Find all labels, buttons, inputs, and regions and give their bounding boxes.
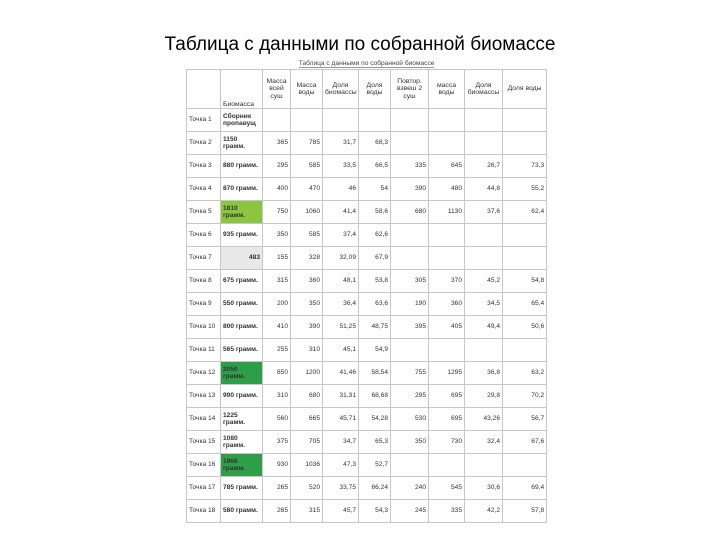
value-cell: 545 — [429, 477, 465, 500]
value-cell: 67,6 — [503, 431, 547, 454]
value-cell — [503, 132, 547, 155]
value-cell — [503, 247, 547, 270]
value-cell: 245 — [391, 500, 429, 523]
value-cell: 47,3 — [323, 454, 359, 477]
value-cell: 53,8 — [359, 270, 391, 293]
value-cell: 45,1 — [323, 339, 359, 362]
value-cell: 395 — [391, 316, 429, 339]
value-cell: 665 — [291, 408, 323, 431]
point-cell: Точка 15 — [187, 431, 221, 454]
point-cell: Точка 13 — [187, 385, 221, 408]
biomass-cell: 675 грамм. — [221, 270, 263, 293]
value-cell: 390 — [391, 178, 429, 201]
point-cell: Точка 1 — [187, 109, 221, 132]
point-cell: Точка 4 — [187, 178, 221, 201]
column-header — [187, 70, 221, 109]
value-cell: 29,8 — [465, 385, 503, 408]
value-cell: 32,4 — [465, 431, 503, 454]
value-cell: 405 — [429, 316, 465, 339]
value-cell: 370 — [429, 270, 465, 293]
value-cell: 1295 — [429, 362, 465, 385]
value-cell: 755 — [391, 362, 429, 385]
table-row — [187, 316, 547, 339]
value-cell: 69,4 — [503, 477, 547, 500]
value-cell: 58,54 — [359, 362, 391, 385]
table-row — [187, 224, 547, 247]
value-cell: 520 — [291, 477, 323, 500]
value-cell: 37,6 — [465, 201, 503, 224]
value-cell — [323, 109, 359, 132]
value-cell: 350 — [391, 431, 429, 454]
value-cell: 560 — [263, 408, 291, 431]
value-cell: 41,4 — [323, 201, 359, 224]
value-cell: 200 — [263, 293, 291, 316]
value-cell: 305 — [391, 270, 429, 293]
value-cell: 155 — [263, 247, 291, 270]
biomass-cell: 2050 грамм. — [221, 362, 263, 385]
column-header: масса воды — [429, 70, 465, 109]
value-cell: 63,6 — [359, 293, 391, 316]
value-cell — [263, 109, 291, 132]
value-cell — [429, 454, 465, 477]
table-row — [187, 109, 547, 132]
value-cell: 1200 — [291, 362, 323, 385]
value-cell: 785 — [291, 132, 323, 155]
value-cell: 36,8 — [465, 362, 503, 385]
table-row — [187, 178, 547, 201]
value-cell: 37,4 — [323, 224, 359, 247]
value-cell: 295 — [391, 385, 429, 408]
value-cell: 705 — [291, 431, 323, 454]
value-cell: 680 — [291, 385, 323, 408]
value-cell: 54,28 — [359, 408, 391, 431]
value-cell — [465, 339, 503, 362]
value-cell: 63,2 — [503, 362, 547, 385]
point-cell: Точка 11 — [187, 339, 221, 362]
point-cell: Точка 10 — [187, 316, 221, 339]
value-cell: 31,31 — [323, 385, 359, 408]
value-cell: 50,6 — [503, 316, 547, 339]
biomass-cell: 580 грамм. — [221, 500, 263, 523]
value-cell: 58,6 — [359, 201, 391, 224]
table-row — [187, 408, 547, 431]
value-cell: 48,75 — [359, 316, 391, 339]
value-cell: 350 — [291, 293, 323, 316]
value-cell: 65,3 — [359, 431, 391, 454]
value-cell: 1060 — [291, 201, 323, 224]
value-cell — [391, 224, 429, 247]
value-cell: 255 — [263, 339, 291, 362]
value-cell: 375 — [263, 431, 291, 454]
value-cell — [465, 132, 503, 155]
value-cell: 400 — [263, 178, 291, 201]
value-cell: 365 — [263, 132, 291, 155]
table-row — [187, 132, 547, 155]
biomass-cell: 483 — [221, 247, 263, 270]
table-header-row — [187, 70, 547, 109]
value-cell — [429, 247, 465, 270]
value-cell: 46 — [323, 178, 359, 201]
value-cell: 480 — [429, 178, 465, 201]
value-cell: 45,7 — [323, 500, 359, 523]
value-cell: 265 — [263, 500, 291, 523]
value-cell: 48,1 — [323, 270, 359, 293]
value-cell: 335 — [429, 500, 465, 523]
point-cell: Точка 6 — [187, 224, 221, 247]
value-cell: 31,7 — [323, 132, 359, 155]
biomass-cell: 880 грамм. — [221, 155, 263, 178]
value-cell: 45,2 — [465, 270, 503, 293]
value-cell: 310 — [291, 339, 323, 362]
value-cell: 695 — [429, 385, 465, 408]
point-cell: Точка 12 — [187, 362, 221, 385]
value-cell: 34,7 — [323, 431, 359, 454]
value-cell: 56,7 — [503, 408, 547, 431]
value-cell — [465, 247, 503, 270]
table-row — [187, 477, 547, 500]
value-cell: 930 — [263, 454, 291, 477]
column-header: Масса всей суш — [263, 70, 291, 109]
point-cell: Точка 7 — [187, 247, 221, 270]
biomass-cell: 1966 грамм. — [221, 454, 263, 477]
value-cell: 65,4 — [503, 293, 547, 316]
table-row — [187, 339, 547, 362]
point-cell: Точка 3 — [187, 155, 221, 178]
point-cell: Точка 14 — [187, 408, 221, 431]
biomass-cell: 1810 грамм. — [221, 201, 263, 224]
slide-title: Таблица с данными по собранной биомассе — [164, 34, 556, 55]
value-cell: 585 — [291, 224, 323, 247]
value-cell: 42,2 — [465, 500, 503, 523]
value-cell: 850 — [263, 362, 291, 385]
value-cell: 33,5 — [323, 155, 359, 178]
value-cell: 265 — [263, 477, 291, 500]
value-cell: 54,8 — [503, 270, 547, 293]
value-cell: 350 — [263, 224, 291, 247]
value-cell: 645 — [429, 155, 465, 178]
table-row — [187, 270, 547, 293]
point-cell: Точка 18 — [187, 500, 221, 523]
value-cell — [503, 224, 547, 247]
value-cell: 530 — [391, 408, 429, 431]
value-cell: 30,6 — [465, 477, 503, 500]
value-cell: 67,9 — [359, 247, 391, 270]
column-header: Биомасса — [221, 70, 263, 109]
value-cell — [429, 339, 465, 362]
value-cell: 36,4 — [323, 293, 359, 316]
biomass-cell: 550 грамм. — [221, 293, 263, 316]
column-header: Доля биомассы — [323, 70, 359, 109]
biomass-spreadsheet — [186, 58, 550, 520]
value-cell: 68,68 — [359, 385, 391, 408]
value-cell: 315 — [291, 500, 323, 523]
table-row — [187, 293, 547, 316]
value-cell: 328 — [291, 247, 323, 270]
point-cell: Точка 9 — [187, 293, 221, 316]
value-cell: 73,3 — [503, 155, 547, 178]
biomass-cell: 800 грамм. — [221, 316, 263, 339]
value-cell — [465, 224, 503, 247]
value-cell: 1036 — [291, 454, 323, 477]
value-cell — [429, 132, 465, 155]
column-header: Доля биомассы — [465, 70, 503, 109]
value-cell: 54,9 — [359, 339, 391, 362]
value-cell: 410 — [263, 316, 291, 339]
value-cell: 750 — [263, 201, 291, 224]
table-row — [187, 454, 547, 477]
biomass-cell: 1080 грамм. — [221, 431, 263, 454]
value-cell: 54 — [359, 178, 391, 201]
value-cell: 240 — [391, 477, 429, 500]
biomass-cell: Сборник пропавущ — [221, 109, 263, 132]
value-cell: 585 — [291, 155, 323, 178]
value-cell: 680 — [391, 201, 429, 224]
value-cell — [391, 339, 429, 362]
value-cell: 49,4 — [465, 316, 503, 339]
column-header: Доля воды — [503, 70, 547, 109]
biomass-cell: 1225 грамм. — [221, 408, 263, 431]
value-cell — [391, 132, 429, 155]
point-cell: Точка 8 — [187, 270, 221, 293]
biomass-cell: 1150 грамм. — [221, 132, 263, 155]
value-cell — [503, 454, 547, 477]
table-row — [187, 201, 547, 224]
biomass-table — [186, 58, 547, 523]
value-cell: 44,8 — [465, 178, 503, 201]
point-cell: Точка 2 — [187, 132, 221, 155]
value-cell: 335 — [391, 155, 429, 178]
table-row — [187, 431, 547, 454]
biomass-cell: 565 грамм. — [221, 339, 263, 362]
value-cell: 190 — [391, 293, 429, 316]
value-cell — [429, 109, 465, 132]
biomass-cell: 870 грамм. — [221, 178, 263, 201]
value-cell: 33,75 — [323, 477, 359, 500]
biomass-cell: 785 грамм. — [221, 477, 263, 500]
point-cell: Точка 5 — [187, 201, 221, 224]
value-cell: 54,3 — [359, 500, 391, 523]
value-cell — [291, 109, 323, 132]
value-cell: 310 — [263, 385, 291, 408]
value-cell: 730 — [429, 431, 465, 454]
table-caption: Таблица с данными по собранной биомассе — [298, 59, 435, 67]
value-cell: 26,7 — [465, 155, 503, 178]
value-cell: 62,6 — [359, 224, 391, 247]
value-cell: 62,4 — [503, 201, 547, 224]
value-cell: 57,8 — [503, 500, 547, 523]
biomass-cell: 935 грамм. — [221, 224, 263, 247]
value-cell: 45,71 — [323, 408, 359, 431]
value-cell: 55,2 — [503, 178, 547, 201]
value-cell: 32,09 — [323, 247, 359, 270]
value-cell: 43,26 — [465, 408, 503, 431]
table-row — [187, 500, 547, 523]
value-cell: 695 — [429, 408, 465, 431]
value-cell: 70,2 — [503, 385, 547, 408]
column-header: Масса воды — [291, 70, 323, 109]
value-cell: 1130 — [429, 201, 465, 224]
value-cell: 360 — [429, 293, 465, 316]
biomass-cell: 990 грамм. — [221, 385, 263, 408]
value-cell: 360 — [291, 270, 323, 293]
point-cell: Точка 17 — [187, 477, 221, 500]
value-cell: 315 — [263, 270, 291, 293]
value-cell — [465, 454, 503, 477]
value-cell — [359, 109, 391, 132]
value-cell — [465, 109, 503, 132]
value-cell: 51,25 — [323, 316, 359, 339]
column-header: Повтор. взвеш 2 суш — [391, 70, 429, 109]
table-row — [187, 385, 547, 408]
table-row — [187, 362, 547, 385]
value-cell — [391, 247, 429, 270]
value-cell: 66,24 — [359, 477, 391, 500]
value-cell: 470 — [291, 178, 323, 201]
column-header: Доля воды — [359, 70, 391, 109]
value-cell — [429, 224, 465, 247]
value-cell — [391, 454, 429, 477]
table-row — [187, 247, 547, 270]
table-row — [187, 155, 547, 178]
value-cell: 41,46 — [323, 362, 359, 385]
value-cell — [503, 339, 547, 362]
value-cell: 52,7 — [359, 454, 391, 477]
value-cell: 66,5 — [359, 155, 391, 178]
value-cell: 34,5 — [465, 293, 503, 316]
value-cell: 390 — [291, 316, 323, 339]
value-cell — [391, 109, 429, 132]
value-cell — [503, 109, 547, 132]
value-cell: 68,3 — [359, 132, 391, 155]
point-cell: Точка 16 — [187, 454, 221, 477]
value-cell: 295 — [263, 155, 291, 178]
